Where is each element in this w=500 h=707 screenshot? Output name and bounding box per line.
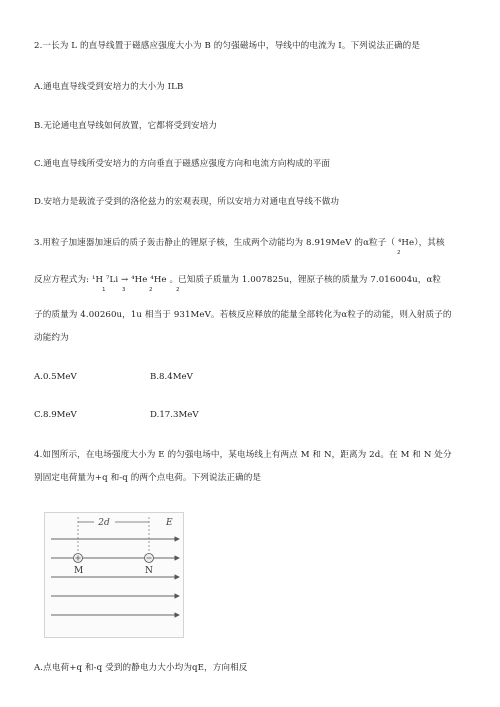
q3-subscript-he2: 2 [176,287,180,293]
q2-option-d: D.安培力是载流子受到的洛伦兹力的宏观表现，所以安培力对通电直导线不做功 [34,197,340,207]
field-label: E [166,518,173,528]
q3-subscript-he1: 2 [149,287,153,293]
q2-option-b: B.无论通电直导线如何放置，它都将受到安培力 [34,121,218,131]
q3-option-c: C.8.9MeV [34,410,77,420]
q3-option-b: B.8.4MeV [150,372,193,382]
q3-subscript-he: 2 [397,250,401,256]
q3-option-a: A.0.5MeV [34,372,77,382]
q3-stem-line1: 3.用粒子加速器加速后的质子轰击静止的锂原子核，生成两个动能均为 8.919MeV 的α粒子（ ⁴He），其核 [34,238,445,248]
field-diagram [45,513,183,637]
q2-option-c: C.通电直导线所受安培力的方向垂直于磁感应强度方向和电流方向构成的平面 [34,159,331,169]
q4-stem-line2: 别固定电荷量为+q 和-q 的两个点电荷。下列说法正确的是 [34,473,262,483]
q4-option-a: A.点电荷+q 和-q 受到的静电力大小均为qE，方向相反 [34,663,248,673]
distance-label: 2d [98,518,110,528]
q3-option-d: D.17.3MeV [150,410,199,420]
q2-stem: 2.一长为 L 的直导线置于磁感应强度大小为 B 的匀强磁场中，导线中的电流为 I。下列说法正确的是 [34,41,421,51]
q3-stem-line2: 反应方程式为: ¹H ⁷Li → ⁴He ⁴He 。已知质子质量为 1.007825u，锂原子核的质量为 7.016004u，α粒 [34,275,442,285]
q3-stem-line3: 子的质量为 4.00260u，1u 相当于 931MeV。若核反应释放的能量全部转化为α粒子的动能，则入射质子的 [34,310,452,320]
q2-option-a: A.通电直导线受到安培力的大小为 ILB [34,82,184,92]
q4-stem-line1: 4.如图所示，在电场强度大小为 E 的匀强电场中，某电场线上有两点 M 和 N，距离为 2d。在 M 和 N 处分 [34,450,452,460]
electric-field-figure [44,512,184,638]
point-n-label: N [145,566,153,576]
q3-stem-line4: 动能约为 [34,333,69,343]
point-m-label: M [74,566,84,576]
q3-subscript-h: 1 [102,287,106,293]
q3-subscript-li: 3 [122,287,126,293]
